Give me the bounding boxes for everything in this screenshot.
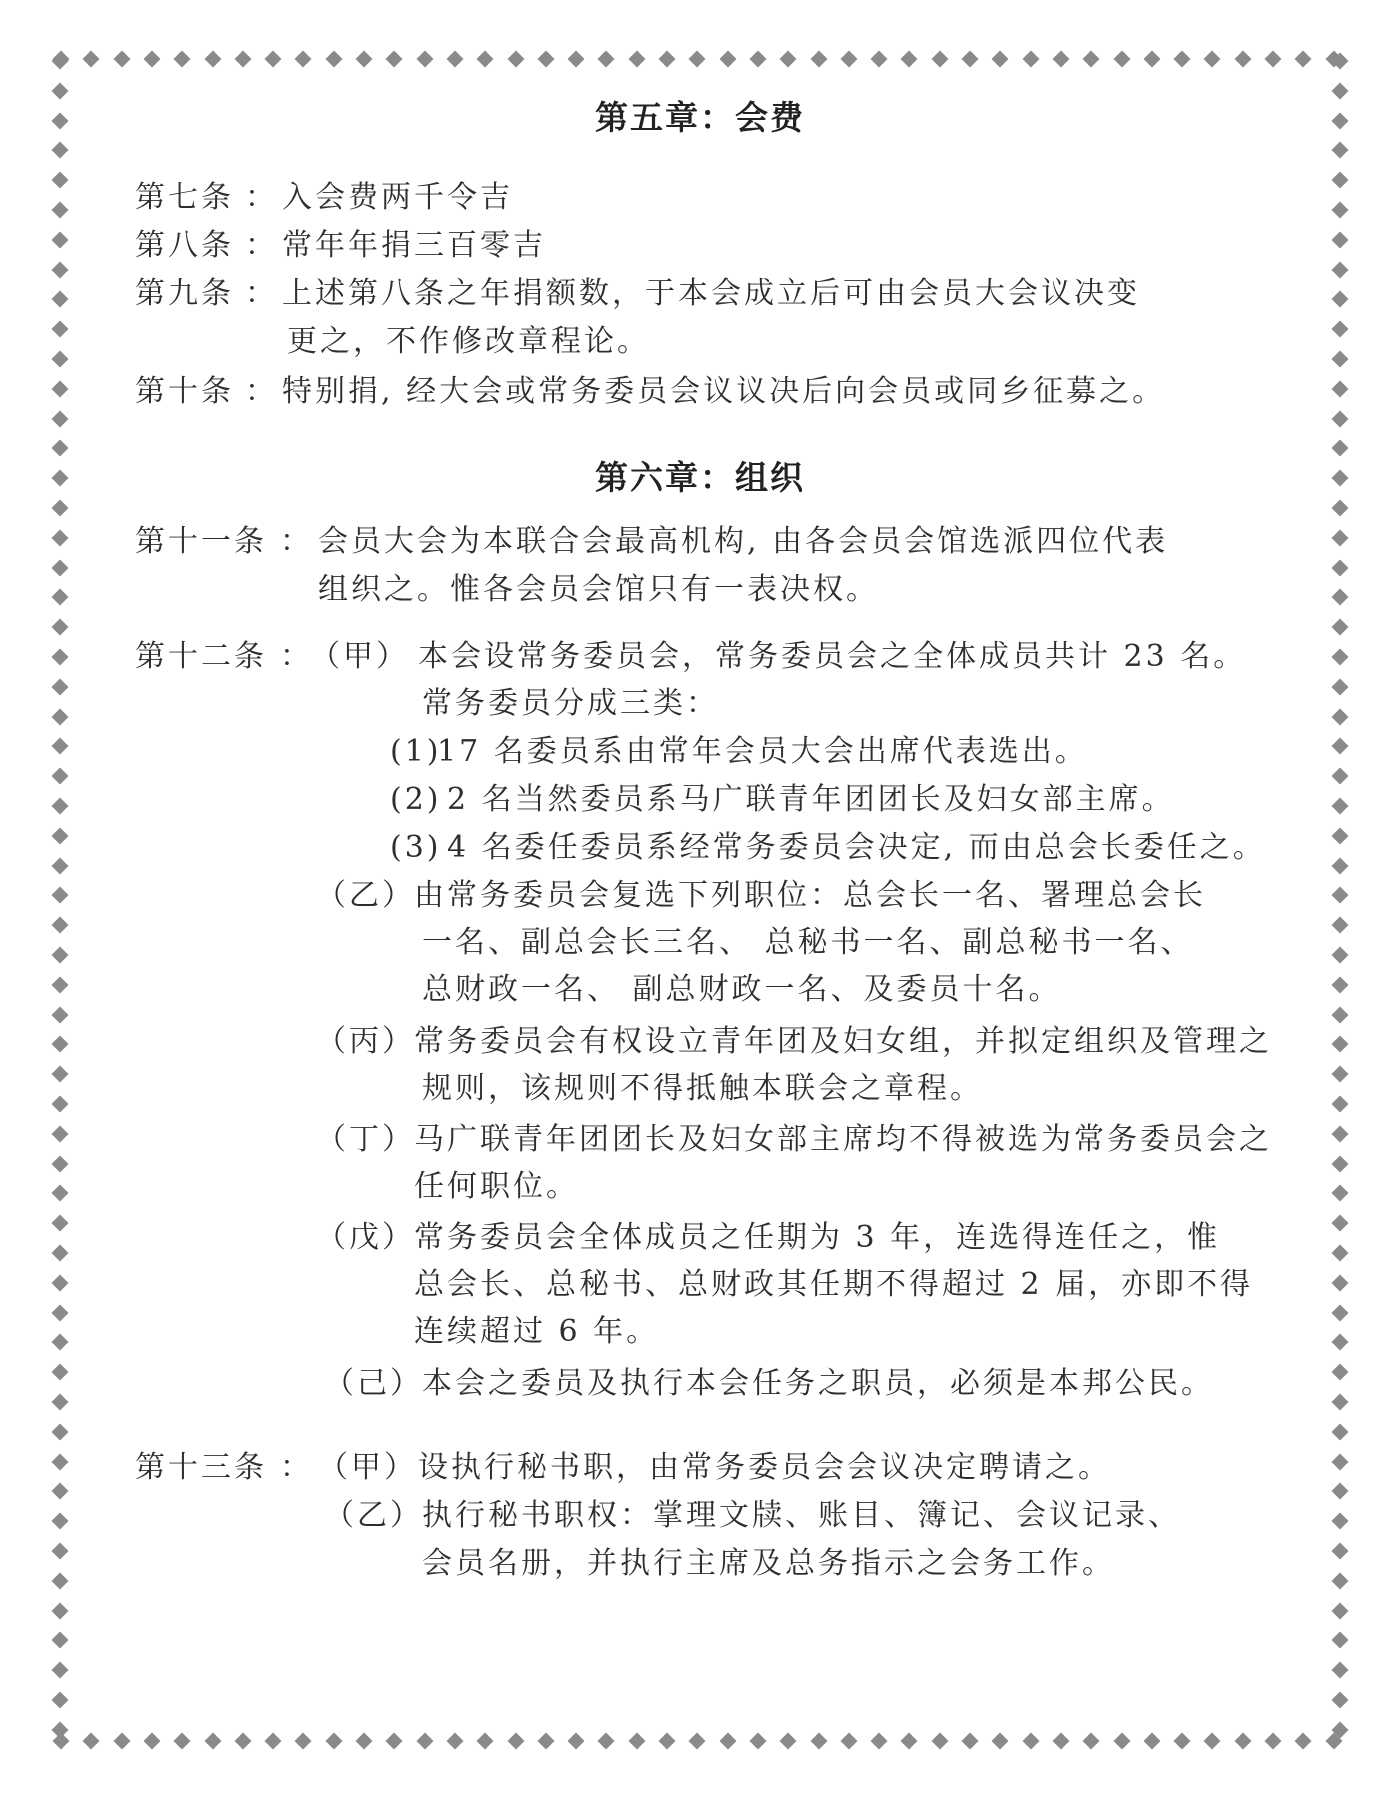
article-9-text-line-2: 更之，不作修改章程论。 bbox=[287, 324, 650, 359]
article-7-label: 第七条 bbox=[135, 180, 234, 215]
article-12-marker-d: （丁） bbox=[316, 1122, 415, 1157]
article-11-text-line-2: 组织之。惟各会员会馆只有一表决权。 bbox=[318, 572, 879, 607]
article-12-a-item-1-text: 17 名委员系由常年会员大会出席代表选出。 bbox=[437, 734, 1088, 769]
article-12-b-text-line-1: 由常务委员会复选下列职位：总会长一名、署理总会长 bbox=[414, 878, 1206, 913]
article-10-text: 特别捐, 经大会或常务委员会议议决后向会员或同乡征募之。 bbox=[282, 374, 1166, 409]
article-8-colon: ： bbox=[245, 228, 278, 263]
article-12-c-text-line-1: 常务委员会有权设立青年团及妇女组，并拟定组织及管理之 bbox=[414, 1024, 1272, 1059]
article-12-b-text-line-2: 一名、副总会长三名、 总秘书一名、副总秘书一名、 bbox=[422, 925, 1194, 960]
article-11-text-line-1: 会员大会为本联合会最高机构, 由各会员会馆选派四位代表 bbox=[318, 524, 1169, 559]
article-12-a-text-line-2: 常务委员分成三类： bbox=[422, 686, 719, 721]
article-13-b-text-line-1: 执行秘书职权：掌理文牍、账目、簿记、会议记录、 bbox=[422, 1498, 1181, 1533]
article-9-text-line-1: 上述第八条之年捐额数，于本会成立后可由会员大会议决变 bbox=[282, 276, 1140, 311]
chapter-6-title: 第六章：组织 bbox=[595, 458, 805, 497]
chapter-5-title: 第五章：会费 bbox=[595, 98, 805, 137]
article-12-d-text-line-1: 马广联青年团团长及妇女部主席均不得被选为常务委员会之 bbox=[414, 1122, 1272, 1157]
article-13-label: 第十三条 bbox=[135, 1450, 267, 1485]
article-12-f-text: 本会之委员及执行本会任务之职员，必须是本邦公民。 bbox=[422, 1366, 1214, 1401]
article-13-b-text-line-2: 会员名册，并执行主席及总务指示之会务工作。 bbox=[422, 1546, 1115, 1581]
article-12-d-text-line-2: 任何职位。 bbox=[414, 1169, 579, 1204]
article-13-colon: ： bbox=[280, 1450, 313, 1485]
article-12-e-text-line-3: 连续超过 6 年。 bbox=[414, 1314, 660, 1349]
article-11-label: 第十一条 bbox=[135, 524, 267, 559]
article-13-marker-b: （乙） bbox=[324, 1498, 423, 1533]
article-12-label: 第十二条 bbox=[135, 639, 267, 674]
article-12-a-item-3-text: 4 名委任委员系经常务委员会决定, 而由总会长委任之。 bbox=[447, 830, 1266, 865]
article-13-a-text: 设执行秘书职，由常务委员会会议决定聘请之。 bbox=[418, 1450, 1111, 1485]
article-12-a-item-1-number: (1) bbox=[390, 734, 442, 769]
article-12-a-text-line-1: 本会设常务委员会，常务委员会之全体成员共计 23 名。 bbox=[418, 639, 1247, 674]
article-8-label: 第八条 bbox=[135, 228, 234, 263]
article-9-label: 第九条 bbox=[135, 276, 234, 311]
article-8-text: 常年年捐三百零吉 bbox=[282, 228, 546, 263]
article-12-a-item-2-number: (2) bbox=[390, 782, 442, 817]
article-12-a-item-2-text: 2 名当然委员系马广联青年团团长及妇女部主席。 bbox=[447, 782, 1175, 817]
article-12-e-text-line-1: 常务委员会全体成员之任期为 3 年，连选得连任之，惟 bbox=[414, 1220, 1221, 1255]
article-12-marker-e: （戊） bbox=[316, 1220, 415, 1255]
article-12-e-text-line-2: 总会长、总秘书、总财政其任期不得超过 2 届，亦即不得 bbox=[414, 1267, 1254, 1302]
article-12-marker-f: （己） bbox=[324, 1366, 423, 1401]
article-13-marker-a: （甲） bbox=[318, 1450, 417, 1485]
article-10-label: 第十条 bbox=[135, 374, 234, 409]
article-12-marker-a: （甲） bbox=[310, 639, 409, 674]
article-12-colon: ： bbox=[280, 639, 313, 674]
article-12-marker-b: （乙） bbox=[316, 878, 415, 913]
article-9-colon: ： bbox=[245, 276, 278, 311]
article-7-colon: ： bbox=[245, 180, 278, 215]
article-10-colon: ： bbox=[245, 374, 278, 409]
article-12-b-text-line-3: 总财政一名、 副总财政一名、及委员十名。 bbox=[422, 972, 1062, 1007]
article-7-text: 入会费两千令吉 bbox=[282, 180, 513, 215]
article-12-c-text-line-2: 规则，该规则不得抵触本联会之章程。 bbox=[422, 1071, 983, 1106]
article-12-a-item-3-number: (3) bbox=[390, 830, 442, 865]
article-12-marker-c: （丙） bbox=[316, 1024, 415, 1059]
article-11-colon: ： bbox=[280, 524, 313, 559]
